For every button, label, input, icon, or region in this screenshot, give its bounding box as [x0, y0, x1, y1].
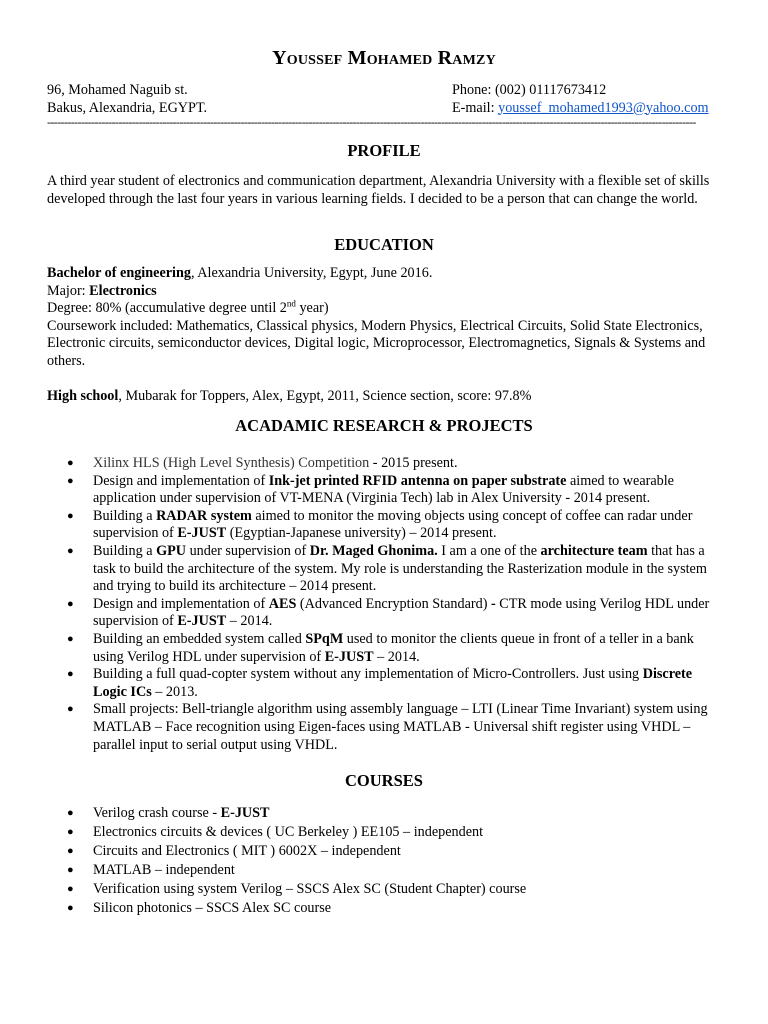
bullet-icon: ●: [67, 544, 74, 557]
project-text: (Egyptian-Japanese university) – 2014 present.: [226, 525, 497, 542]
list-item: [47, 455, 727, 473]
grade-line: [47, 300, 727, 318]
bullet-icon: ●: [67, 826, 74, 838]
project-text: Building a: [93, 507, 157, 524]
list-item: [47, 596, 727, 631]
highschool-title: High school: [47, 387, 119, 404]
project-text: used to monitor the clients queue in front of a teller in a bank using Verilog HDL under supervision of: [93, 630, 694, 665]
course-text: Silicon photonics – SSCS Alex SC course: [93, 900, 332, 916]
grade-sup: nd: [286, 298, 296, 309]
list-item: [47, 666, 727, 701]
bullet-icon: ●: [67, 703, 74, 716]
major-value: Electronics: [89, 282, 157, 299]
bullet-icon: ●: [67, 883, 74, 895]
projects-list: [47, 455, 727, 754]
education-block: [47, 265, 727, 405]
highschool-line: [47, 388, 727, 406]
course-text: Verification using system Verilog – SSCS Alex SC (Student Chapter) course: [93, 881, 527, 897]
list-item: [47, 473, 727, 508]
degree-detail: , Alexandria University, Egypt, June 2016.: [190, 265, 433, 281]
project-highlight: E-JUST: [177, 613, 227, 630]
project-text: under supervision of: [186, 542, 310, 559]
list-item: [47, 842, 727, 861]
project-text: Xilinx HLS (High Level Synthesis) Competition: [93, 455, 370, 471]
bullet-icon: ●: [67, 668, 74, 681]
degree-line: [47, 265, 727, 283]
project-text: Building an embedded system called: [93, 630, 306, 647]
project-highlight: AES: [268, 595, 297, 612]
major-label: Major:: [47, 282, 90, 299]
project-text: – 2013.: [151, 683, 198, 700]
list-item: [47, 899, 727, 918]
project-text: – 2014.: [373, 648, 420, 665]
course-highlight: E-JUST: [220, 805, 270, 821]
list-item: [47, 631, 727, 666]
project-highlight: GPU: [156, 542, 187, 559]
bullet-icon: ●: [67, 807, 74, 819]
address: [47, 82, 207, 117]
list-item: [47, 861, 727, 880]
project-text: Building a: [93, 542, 157, 559]
contact-info: [452, 82, 709, 117]
project-highlight: SPqM: [305, 630, 344, 647]
phone: Phone: (002) 01117673412: [452, 82, 607, 98]
project-text: CTR mode using Verilog HDL under supervision of: [93, 595, 710, 630]
course-text: Verilog crash course -: [93, 805, 221, 821]
project-highlight: E-JUST: [177, 525, 227, 542]
address-line-1: 96, Mohamed Naguib st.: [47, 82, 188, 98]
project-highlight: E-JUST: [324, 648, 374, 665]
bullet-icon: ●: [67, 845, 74, 857]
project-text: I am a one of the: [437, 542, 541, 559]
divider-rule: -----------------------------------------------------------------------------------------------------------------------------------------------------------------------------------------------: [47, 117, 696, 127]
grade-pre: Degree: 80% (accumulative degree until 2: [47, 300, 287, 317]
bullet-icon: ●: [67, 509, 74, 522]
bullet-icon: ●: [67, 474, 74, 487]
project-text: (Advanced Encryption Standard): [296, 595, 491, 612]
project-text: - 2015 present.: [369, 455, 458, 471]
project-text: Small projects: Bell-triangle algorithm using assembly language – LTI (Linear Time Invariant) system using MATLAB – Face recognition using Eigen-faces using MATLAB - Universal shift register using VHDL – parallel input to serial output using VHDL.: [93, 701, 708, 753]
bullet-icon: ●: [67, 902, 74, 914]
project-highlight: Ink-jet printed RFID antenna on paper substrate: [268, 472, 567, 489]
email-label: E-mail:: [452, 99, 499, 116]
email-line: [452, 100, 709, 118]
project-highlight: Discrete Logic ICs: [93, 666, 693, 700]
bullet-icon: ●: [67, 864, 74, 876]
project-highlight: -: [490, 595, 496, 612]
projects-heading: ACADAMIC RESEARCH & PROJECTS: [235, 416, 533, 435]
profile-heading: PROFILE: [347, 141, 421, 160]
highschool-detail: , Mubarak for Toppers, Alex, Egypt, 2011, Science section, score: 97.8%: [118, 387, 532, 404]
list-item: [47, 508, 727, 543]
contact-block: [47, 82, 717, 118]
courses-list: [47, 804, 727, 918]
project-text: aimed to monitor the moving objects using concept of coffee can radar under supervision of: [93, 507, 693, 542]
project-text: Building a full quad-copter system without any implementation of Micro-Controllers. Just using: [93, 666, 643, 683]
grade-post: year): [295, 300, 329, 317]
project-highlight: RADAR system: [156, 507, 252, 524]
degree-title: Bachelor of engineering: [47, 265, 191, 281]
project-highlight: Dr. Maged Ghonima.: [309, 542, 438, 559]
course-text: MATLAB – independent: [93, 862, 235, 878]
project-text: that has a task to build the architecture of the system. My role is understanding the Rasterization module in the system and trying to build its architecture – 2014 present.: [93, 542, 707, 595]
major-line: [47, 283, 727, 301]
list-item: [47, 701, 727, 754]
email-link[interactable]: youssef_mohamed1993@yahoo.com: [498, 99, 709, 116]
project-text: aimed to wearable application under supervision of VT-MENA (Virginia Tech) lab in Alex University - 2014 present.: [93, 472, 674, 507]
project-text: Design and implementation of: [93, 472, 269, 489]
profile-paragraph: A third year student of electronics and communication department, Alexandria University with a flexible set of skills developed through the last four years in various learning fields. I decided to be a person that can change the world.: [47, 173, 710, 207]
list-item: [47, 880, 727, 899]
project-highlight: architecture team: [540, 542, 648, 559]
list-item: [47, 823, 727, 842]
project-text: Design and implementation of: [93, 595, 269, 612]
project-text: – 2014.: [226, 613, 273, 630]
address-line-2: Bakus, Alexandria, EGYPT.: [47, 99, 208, 116]
bullet-icon: ●: [67, 632, 74, 645]
candidate-name: Youssef Mohamed Ramzy: [272, 47, 496, 69]
course-text: Circuits and Electronics ( MIT ) 6002X – independent: [93, 843, 401, 859]
course-text: Electronics circuits & devices ( UC Berkeley ) EE105 – independent: [93, 824, 484, 840]
bullet-icon: ●: [67, 597, 74, 610]
list-item: [47, 804, 727, 823]
courses-heading: COURSES: [345, 771, 423, 790]
education-heading: EDUCATION: [334, 235, 434, 254]
profile-text: [47, 173, 727, 208]
coursework-line: Coursework included: Mathematics, Classical physics, Modern Physics, Electrical Circuits, Solid State Electronics, Electronic circuits, semiconductor devices, Digital logic, Microprocessor, Electromagnetics, Signals & Systems and others.: [47, 317, 706, 369]
bullet-icon: ●: [67, 457, 74, 469]
list-item: [47, 543, 727, 596]
